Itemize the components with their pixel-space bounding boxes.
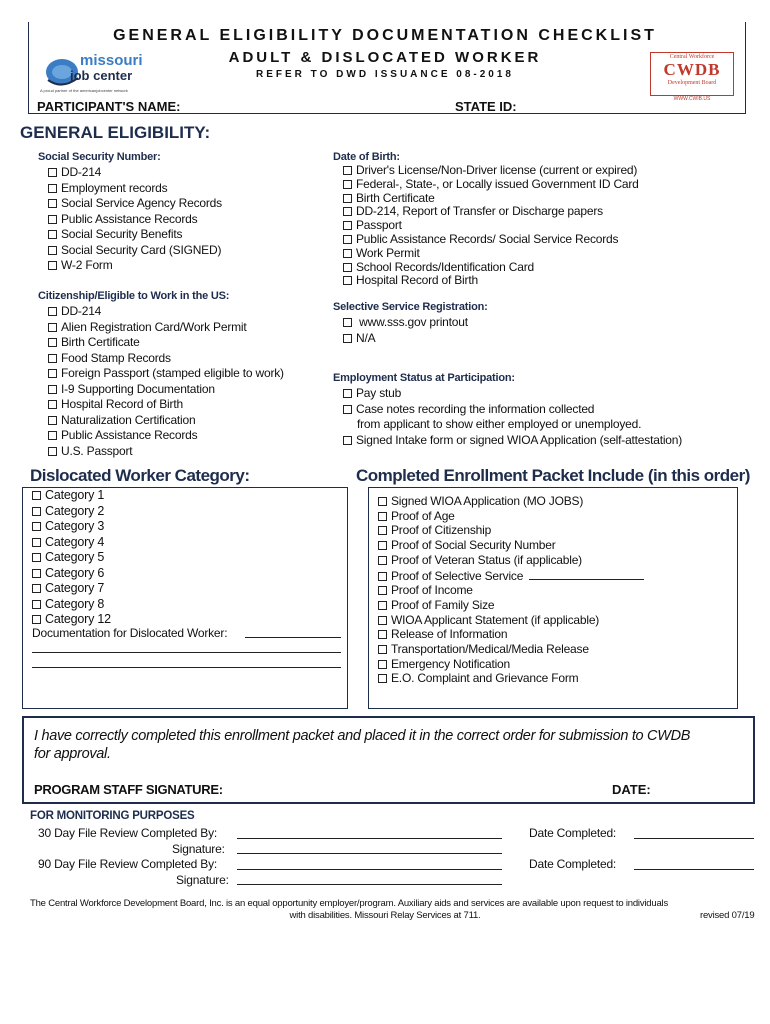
dob-item[interactable]: Driver's License/Non-Driver license (current or expired): [343, 164, 639, 178]
date-completed-label: Date Completed:: [529, 857, 617, 871]
packet-item[interactable]: Proof of Age: [378, 509, 644, 524]
documentation-label: Documentation for Dislocated Worker:: [32, 626, 228, 640]
review30-label: 30 Day File Review Completed By:: [38, 826, 218, 840]
dob-item[interactable]: Federal-, State-, or Locally issued Government ID Card: [343, 178, 639, 192]
category-item[interactable]: Category 3: [32, 519, 111, 535]
citizenship-item[interactable]: DD-214: [48, 304, 284, 320]
citizenship-item[interactable]: Foreign Passport (stamped eligible to work): [48, 366, 284, 382]
checkbox[interactable]: [32, 491, 41, 500]
checkbox[interactable]: [48, 431, 57, 440]
checkbox[interactable]: [48, 447, 57, 456]
dob-list: [343, 164, 639, 288]
selective-service-line[interactable]: [529, 568, 644, 580]
date-completed-line[interactable]: [634, 869, 754, 870]
checkbox[interactable]: [378, 541, 387, 550]
citizenship-heading: Citizenship/Eligible to Work in the US:: [38, 290, 230, 302]
packet-item[interactable]: Proof of Social Security Number: [378, 538, 644, 553]
general-eligibility-heading: GENERAL ELIGIBILITY:: [20, 123, 211, 142]
checkbox[interactable]: [32, 584, 41, 593]
certification-text: I have correctly completed this enrollment packet and placed it in the correct order for submission to CWDB: [34, 728, 691, 744]
category-item[interactable]: Category 6: [32, 566, 111, 582]
employment-item-continued: from applicant to show either employed or unemployed.: [357, 417, 642, 431]
checkbox[interactable]: [378, 616, 387, 625]
signature-line[interactable]: [237, 884, 502, 885]
documentation-line[interactable]: [32, 667, 341, 668]
logo-word-job-center: job center: [70, 68, 133, 83]
ssn-item[interactable]: Public Assistance Records: [48, 212, 222, 228]
checkbox[interactable]: [378, 645, 387, 654]
checkbox[interactable]: [343, 318, 352, 327]
packet-item[interactable]: Signed WIOA Application (MO JOBS): [378, 494, 644, 509]
category-item[interactable]: Category 4: [32, 535, 111, 551]
checkbox[interactable]: [378, 512, 387, 521]
category-item[interactable]: Category 2: [32, 504, 111, 520]
checkbox[interactable]: [48, 416, 57, 425]
checkbox[interactable]: [378, 630, 387, 639]
ssn-item[interactable]: Social Service Agency Records: [48, 196, 222, 212]
ssn-heading: Social Security Number:: [38, 151, 161, 163]
packet-item[interactable]: Emergency Notification: [378, 657, 644, 672]
checkbox[interactable]: [343, 194, 352, 203]
checkbox[interactable]: [378, 497, 387, 506]
checkbox[interactable]: [378, 526, 387, 535]
dob-item[interactable]: Hospital Record of Birth: [343, 274, 639, 288]
checkbox[interactable]: [48, 307, 57, 316]
dob-item[interactable]: DD-214, Report of Transfer or Discharge papers: [343, 205, 639, 219]
citizenship-item[interactable]: Public Assistance Records: [48, 428, 284, 444]
checkbox[interactable]: [343, 235, 352, 244]
checkbox[interactable]: [48, 385, 57, 394]
ssn-item[interactable]: Social Security Benefits: [48, 227, 222, 243]
dob-item[interactable]: Birth Certificate: [343, 192, 639, 206]
citizenship-item[interactable]: Birth Certificate: [48, 335, 284, 351]
checkbox[interactable]: [343, 436, 352, 445]
date-completed-line[interactable]: [634, 838, 754, 839]
issuance-reference: REFER TO DWD ISSUANCE 08-2018: [256, 69, 514, 80]
checkbox[interactable]: [343, 405, 352, 414]
cwdb-url: WWW.CWIB.US: [673, 96, 711, 102]
category-item[interactable]: Category 12: [32, 612, 111, 628]
checkbox[interactable]: [48, 246, 57, 255]
footer-text-cont: with disabilities. Missouri Relay Services at 711.: [289, 910, 481, 921]
cwdb-logo-top: Central Workforce: [669, 54, 715, 60]
category-item[interactable]: Category 8: [32, 597, 111, 613]
checkbox[interactable]: [32, 538, 41, 547]
certification-text-cont: for approval.: [34, 746, 111, 762]
checkbox[interactable]: [48, 215, 57, 224]
checkbox[interactable]: [48, 199, 57, 208]
checkbox[interactable]: [343, 389, 352, 398]
packet-item[interactable]: Proof of Selective Service: [378, 568, 644, 584]
ssn-item[interactable]: DD-214: [48, 165, 222, 181]
date-label: DATE:: [612, 782, 651, 797]
citizenship-item[interactable]: Hospital Record of Birth: [48, 397, 284, 413]
dob-item[interactable]: Public Assistance Records/ Social Service Records: [343, 233, 639, 247]
dislocated-category-list: [32, 488, 111, 628]
missouri-job-center-logo: [40, 50, 160, 98]
ssn-list: [48, 165, 222, 274]
employment-item[interactable]: Pay stub: [343, 386, 682, 402]
staff-signature-label: PROGRAM STAFF SIGNATURE:: [34, 782, 223, 797]
category-item[interactable]: Category 7: [32, 581, 111, 597]
review90-line[interactable]: [237, 869, 502, 870]
checkbox[interactable]: [343, 207, 352, 216]
monitoring-heading: FOR MONITORING PURPOSES: [30, 810, 195, 822]
citizenship-item[interactable]: Food Stamp Records: [48, 351, 284, 367]
checkbox[interactable]: [343, 334, 352, 343]
ssn-item[interactable]: W-2 Form: [48, 258, 222, 274]
cwdb-logo-text: CWDB: [663, 60, 721, 79]
citizenship-item[interactable]: Alien Registration Card/Work Permit: [48, 320, 284, 336]
checkbox[interactable]: [343, 249, 352, 258]
ssn-item[interactable]: Social Security Card (SIGNED): [48, 243, 222, 259]
signature-label: Signature:: [172, 842, 225, 856]
dob-item[interactable]: Work Permit: [343, 247, 639, 261]
checkbox[interactable]: [48, 323, 57, 332]
logo-word-missouri: missouri: [80, 52, 143, 69]
packet-item[interactable]: Proof of Income: [378, 583, 644, 598]
footer-text: The Central Workforce Development Board, Inc. is an equal opportunity employer/program. Auxiliary aids and services are available upon request to individuals: [30, 898, 668, 909]
selective-service-item[interactable]: N/A: [343, 331, 468, 347]
packet-item[interactable]: Proof of Citizenship: [378, 523, 644, 538]
dob-item[interactable]: School Records/Identification Card: [343, 261, 639, 275]
signature-line[interactable]: [237, 853, 502, 854]
packet-item[interactable]: WIOA Applicant Statement (if applicable): [378, 613, 644, 628]
checkbox[interactable]: [378, 674, 387, 683]
checkbox[interactable]: [32, 507, 41, 516]
logo-tagline: A proud partner of the americanjobcenter network: [40, 88, 128, 93]
revised-date: revised 07/19: [700, 910, 755, 921]
citizenship-item[interactable]: U.S. Passport: [48, 444, 284, 460]
checkbox[interactable]: [48, 230, 57, 239]
checkbox[interactable]: [32, 600, 41, 609]
citizenship-item[interactable]: I-9 Supporting Documentation: [48, 382, 284, 398]
selective-service-item[interactable]: www.sss.gov printout: [343, 315, 468, 331]
selective-service-heading: Selective Service Registration:: [333, 301, 488, 313]
checkbox[interactable]: [48, 168, 57, 177]
employment-status-heading: Employment Status at Participation:: [333, 372, 515, 384]
citizenship-item[interactable]: Naturalization Certification: [48, 413, 284, 429]
checkbox[interactable]: [48, 184, 57, 193]
category-item[interactable]: Category 5: [32, 550, 111, 566]
page-subtitle: ADULT & DISLOCATED WORKER: [228, 49, 542, 66]
review30-line[interactable]: [237, 838, 502, 839]
packet-item[interactable]: Transportation/Medical/Media Release: [378, 642, 644, 657]
employment-item[interactable]: Signed Intake form or signed WIOA Application (self-attestation): [343, 433, 682, 449]
checkbox[interactable]: [32, 553, 41, 562]
employment-status-list: [343, 386, 682, 448]
checkbox[interactable]: [48, 354, 57, 363]
checkbox[interactable]: [32, 615, 41, 624]
dob-heading: Date of Birth:: [333, 151, 400, 163]
packet-item[interactable]: E.O. Complaint and Grievance Form: [378, 671, 644, 686]
dob-item[interactable]: Passport: [343, 219, 639, 233]
citizenship-list: [48, 304, 284, 459]
documentation-line[interactable]: [32, 652, 341, 653]
checkbox[interactable]: [48, 369, 57, 378]
checkbox[interactable]: [343, 276, 352, 285]
header-divider: [28, 113, 746, 114]
page-title: GENERAL ELIGIBILITY DOCUMENTATION CHECKLIST: [113, 27, 657, 44]
checkbox[interactable]: [343, 263, 352, 272]
checkbox[interactable]: [48, 261, 57, 270]
documentation-line[interactable]: [245, 637, 341, 638]
state-id-label: STATE ID:: [455, 99, 517, 114]
date-completed-label: Date Completed:: [529, 826, 617, 840]
checkbox[interactable]: [378, 556, 387, 565]
category-item[interactable]: Category 1: [32, 488, 111, 504]
packet-item[interactable]: Proof of Veteran Status (if applicable): [378, 553, 644, 568]
enrollment-packet-list: [378, 494, 644, 686]
checkbox[interactable]: [343, 221, 352, 230]
checkbox[interactable]: [48, 338, 57, 347]
selective-service-list: [343, 315, 468, 346]
checkbox[interactable]: [32, 569, 41, 578]
packet-item[interactable]: Proof of Family Size: [378, 598, 644, 613]
checkbox[interactable]: [343, 180, 352, 189]
checkbox[interactable]: [343, 166, 352, 175]
ssn-item[interactable]: Employment records: [48, 181, 222, 197]
packet-item[interactable]: Release of Information: [378, 627, 644, 642]
checkbox[interactable]: [48, 400, 57, 409]
employment-item[interactable]: Case notes recording the information collected: [343, 402, 682, 418]
signature-label: Signature:: [176, 873, 229, 887]
cwdb-logo-bottom: Development Board: [667, 80, 717, 86]
checkbox[interactable]: [378, 586, 387, 595]
checkbox[interactable]: [32, 522, 41, 531]
checkbox[interactable]: [378, 572, 387, 581]
dislocated-worker-heading: Dislocated Worker Category:: [30, 466, 250, 485]
participant-name-label: PARTICIPANT'S NAME:: [37, 99, 181, 114]
cwdb-logo: [650, 52, 734, 96]
checkbox[interactable]: [378, 660, 387, 669]
enrollment-packet-heading: Completed Enrollment Packet Include (in this order): [356, 466, 750, 485]
checkbox[interactable]: [378, 601, 387, 610]
review90-label: 90 Day File Review Completed By:: [38, 857, 218, 871]
